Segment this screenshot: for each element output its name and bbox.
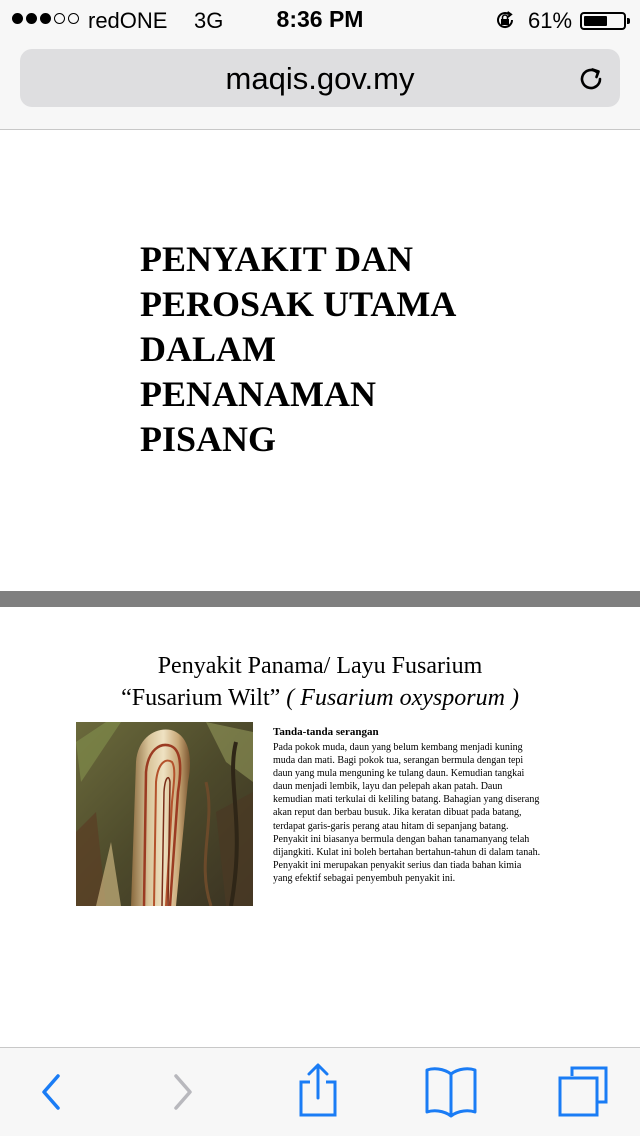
body-line: muda dan mati. Bagi pokok tua, serangan bermula dengan tepi	[273, 755, 524, 767]
body-line: daun menjadi lembik, layu dan pelepah akan patah. Daun	[273, 781, 503, 793]
browser-toolbar	[0, 1047, 640, 1136]
rotation-lock-icon	[494, 9, 516, 31]
diseased-banana-stem-photo	[76, 722, 253, 906]
slide-divider	[0, 591, 640, 607]
body-line: Penyakit ini merupakan penyakit serius dan tiada bahan kimia	[273, 859, 522, 871]
chevron-left-icon	[8, 1048, 88, 1136]
slide-fusarium-wilt	[0, 607, 640, 1047]
title-line: PEROSAK UTAMA	[140, 284, 457, 324]
subheading-common-name: “Fusarium Wilt”	[121, 685, 281, 711]
body-line: yang efektif sebagai penyembuh penyakit ini.	[273, 872, 456, 884]
slide-heading: Penyakit Panama/ Layu Fusarium	[157, 653, 483, 679]
battery-percent: 61%	[528, 8, 573, 33]
reload-icon[interactable]	[576, 64, 606, 94]
bookmarks-button[interactable]	[411, 1048, 491, 1136]
symptoms-text	[273, 726, 583, 885]
title-line: PISANG	[140, 419, 277, 459]
share-icon	[278, 1048, 358, 1136]
share-button[interactable]	[278, 1048, 358, 1136]
body-line: Pada pokok muda, daun yang belum kembang menjadi kuning	[273, 742, 523, 753]
status-time: 8:36 PM	[276, 6, 364, 32]
forward-button[interactable]	[138, 1048, 218, 1136]
page-title	[140, 237, 456, 462]
body-line: dijangkiti. Kulat ini boleh bertahan bertahun-tahun di dalam tanah.	[273, 846, 541, 858]
symptoms-body	[273, 741, 583, 885]
slide-subheading	[0, 685, 640, 712]
status-bar	[0, 0, 640, 40]
subheading-scientific-name: ( Fusarium oxysporum )	[286, 685, 519, 711]
battery-fill	[584, 16, 607, 26]
book-icon	[411, 1048, 491, 1136]
tabs-button[interactable]	[544, 1048, 624, 1136]
title-line: PENYAKIT DAN	[140, 239, 414, 279]
chevron-right-icon	[138, 1048, 218, 1136]
body-line: akan reput dan berbau busuk. Jika keratan dibuat pada batang,	[273, 807, 522, 819]
network-type: 3G	[194, 8, 224, 33]
body-line: kemudian mati terkulai di keliling batang. Bahagian yang diserang	[273, 794, 540, 806]
body-line: terdapat garis-garis perang atau hitam di sepanjang batang.	[273, 820, 509, 832]
battery-icon	[580, 12, 626, 30]
address-bar-area	[0, 40, 640, 130]
title-line: PENANAMAN	[140, 374, 376, 414]
address-bar[interactable]	[20, 49, 620, 107]
carrier-name: redONE	[88, 8, 168, 33]
body-line: daun yang mula menguning ke tulang daun. Kemudian tangkai	[273, 768, 525, 780]
back-button[interactable]	[8, 1048, 88, 1136]
title-line: DALAM	[140, 329, 276, 369]
url-text[interactable]: maqis.gov.my	[225, 61, 415, 96]
symptoms-heading: Tanda-tanda serangan	[273, 726, 379, 738]
body-line: Penyakit ini biasanya bermula dengan bahan tanamanyang telah	[273, 833, 530, 845]
slide-title-page	[0, 130, 640, 590]
tabs-icon	[544, 1048, 624, 1136]
